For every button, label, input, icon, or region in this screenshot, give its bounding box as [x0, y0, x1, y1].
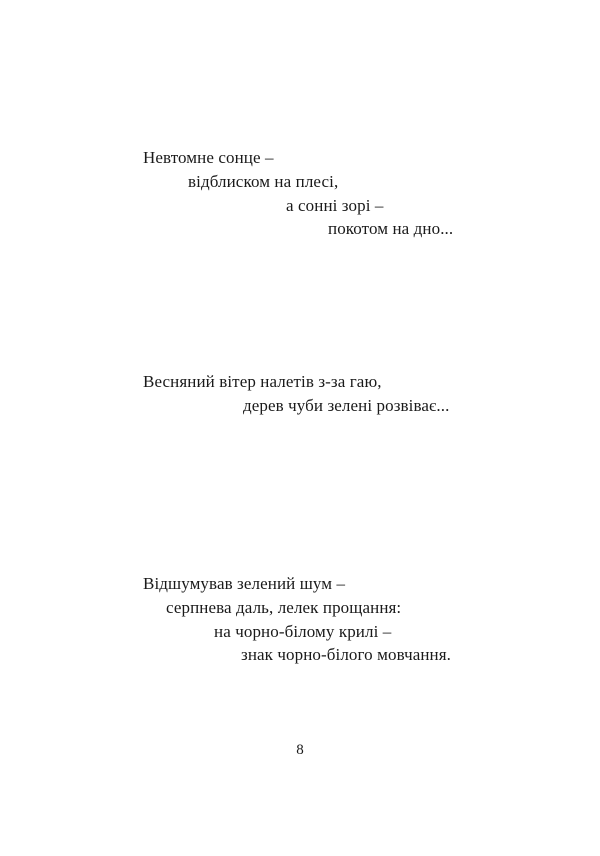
poem-line: знак чорно-білого мовчання.	[241, 645, 452, 664]
poem-line: а сонні зорі –	[286, 196, 384, 215]
poem-line: Відшумував зелений шум –	[143, 574, 346, 593]
poem-line: серпнева даль, лелек прощання:	[166, 598, 402, 617]
poem-line: дерев чуби зелені розвіває...	[243, 396, 450, 415]
poem-line: Весняний вітер налетів з-за гаю,	[143, 372, 382, 391]
poem-line: на чорно-білому крилі –	[214, 622, 392, 641]
poem-line: Невтомне сонце –	[143, 148, 274, 167]
page-number: 8	[296, 742, 304, 758]
poem-line: відблиском на плесі,	[188, 172, 339, 191]
poem-line: покотом на дно...	[328, 219, 454, 238]
